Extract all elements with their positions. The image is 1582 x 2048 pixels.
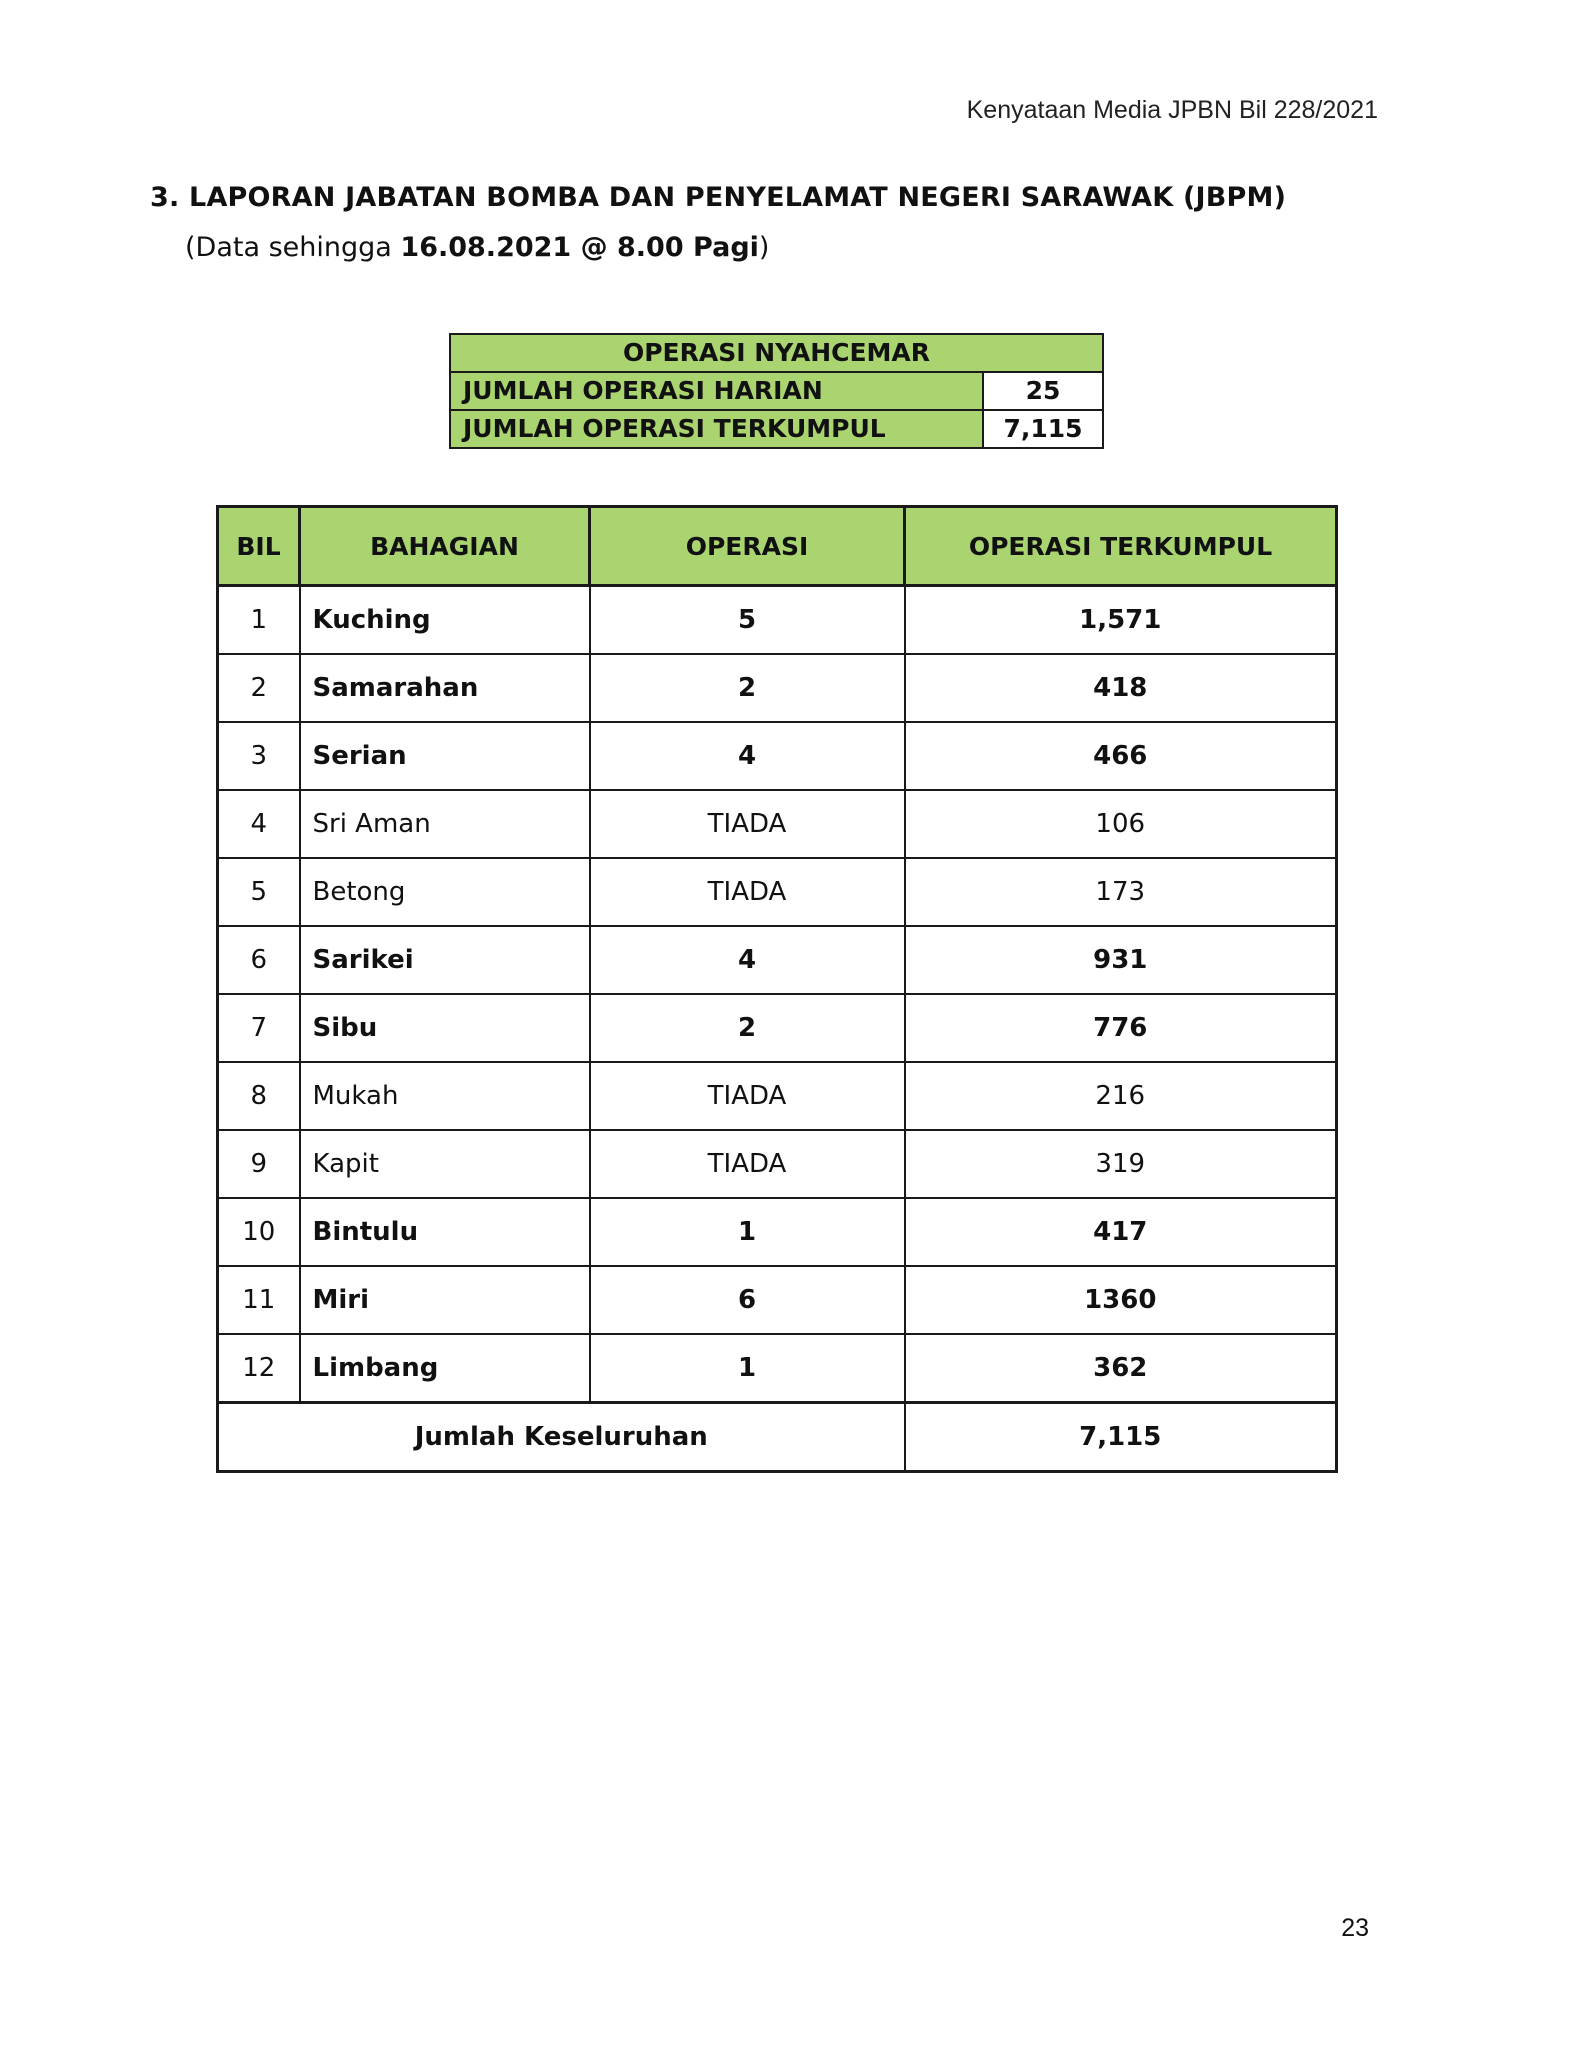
summary-label: JUMLAH OPERASI HARIAN bbox=[450, 372, 983, 410]
cell-bahagian: Limbang bbox=[300, 1334, 590, 1403]
table-row bbox=[218, 722, 1337, 790]
table-row bbox=[218, 858, 1337, 926]
cell-bil: 12 bbox=[218, 1334, 300, 1403]
cell-bahagian: Sibu bbox=[300, 994, 590, 1062]
cell-terkumpul: 1,571 bbox=[905, 586, 1337, 655]
document-reference: Kenyataan Media JPBN Bil 228/2021 bbox=[966, 96, 1378, 124]
cell-terkumpul: 418 bbox=[905, 654, 1337, 722]
cell-operasi: TIADA bbox=[590, 790, 905, 858]
cell-bil: 3 bbox=[218, 722, 300, 790]
summary-value: 7,115 bbox=[983, 410, 1103, 448]
table-row bbox=[218, 1266, 1337, 1334]
cell-bil: 6 bbox=[218, 926, 300, 994]
table-row bbox=[218, 1198, 1337, 1266]
page-number: 23 bbox=[1341, 1914, 1369, 1942]
table-row bbox=[218, 994, 1337, 1062]
total-value: 7,115 bbox=[905, 1403, 1337, 1472]
cell-terkumpul: 417 bbox=[905, 1198, 1337, 1266]
cell-operasi: TIADA bbox=[590, 858, 905, 926]
cell-operasi: TIADA bbox=[590, 1130, 905, 1198]
date-note-suffix: ) bbox=[758, 232, 770, 263]
column-header-operasi: OPERASI bbox=[590, 507, 905, 586]
table-header-row bbox=[218, 507, 1337, 586]
cell-terkumpul: 173 bbox=[905, 858, 1337, 926]
cell-bahagian: Kapit bbox=[300, 1130, 590, 1198]
table-row bbox=[218, 926, 1337, 994]
cell-terkumpul: 931 bbox=[905, 926, 1337, 994]
cell-bil: 1 bbox=[218, 586, 300, 655]
table-row bbox=[218, 586, 1337, 655]
column-header-bahagian: BAHAGIAN bbox=[300, 507, 590, 586]
cell-bil: 8 bbox=[218, 1062, 300, 1130]
data-date-note bbox=[185, 232, 769, 263]
summary-value: 25 bbox=[983, 372, 1103, 410]
summary-title: OPERASI NYAHCEMAR bbox=[450, 334, 1103, 372]
cell-terkumpul: 106 bbox=[905, 790, 1337, 858]
date-note-date: 16.08.2021 @ 8.00 Pagi bbox=[400, 232, 759, 263]
cell-operasi: 2 bbox=[590, 994, 905, 1062]
cell-bil: 5 bbox=[218, 858, 300, 926]
cell-bahagian: Serian bbox=[300, 722, 590, 790]
section-title: 3. LAPORAN JABATAN BOMBA DAN PENYELAMAT NEGERI SARAWAK (JBPM) bbox=[150, 182, 1287, 213]
cell-operasi: 1 bbox=[590, 1334, 905, 1403]
cell-bahagian: Betong bbox=[300, 858, 590, 926]
cell-bahagian: Miri bbox=[300, 1266, 590, 1334]
cell-bahagian: Sri Aman bbox=[300, 790, 590, 858]
summary-row bbox=[450, 410, 1103, 448]
cell-operasi: 6 bbox=[590, 1266, 905, 1334]
summary-row bbox=[450, 372, 1103, 410]
cell-terkumpul: 776 bbox=[905, 994, 1337, 1062]
table-row bbox=[218, 1130, 1337, 1198]
cell-terkumpul: 216 bbox=[905, 1062, 1337, 1130]
column-header-terkumpul: OPERASI TERKUMPUL bbox=[905, 507, 1337, 586]
cell-bil: 2 bbox=[218, 654, 300, 722]
table-body bbox=[218, 586, 1337, 1403]
column-header-bil: BIL bbox=[218, 507, 300, 586]
table-row bbox=[218, 654, 1337, 722]
date-note-prefix: (Data sehingga bbox=[185, 232, 401, 263]
cell-bahagian: Kuching bbox=[300, 586, 590, 655]
division-operations-table bbox=[216, 505, 1338, 1473]
cell-operasi: 2 bbox=[590, 654, 905, 722]
cell-bil: 11 bbox=[218, 1266, 300, 1334]
cell-terkumpul: 1360 bbox=[905, 1266, 1337, 1334]
cell-operasi: 1 bbox=[590, 1198, 905, 1266]
cell-bil: 7 bbox=[218, 994, 300, 1062]
table-row bbox=[218, 1334, 1337, 1403]
cell-bahagian: Bintulu bbox=[300, 1198, 590, 1266]
table-row bbox=[218, 1062, 1337, 1130]
cell-bil: 10 bbox=[218, 1198, 300, 1266]
cell-bahagian: Sarikei bbox=[300, 926, 590, 994]
table-row bbox=[218, 790, 1337, 858]
summary-table bbox=[449, 333, 1104, 449]
total-label: Jumlah Keseluruhan bbox=[218, 1403, 905, 1472]
cell-bil: 9 bbox=[218, 1130, 300, 1198]
cell-operasi: 4 bbox=[590, 926, 905, 994]
cell-bil: 4 bbox=[218, 790, 300, 858]
cell-operasi: 4 bbox=[590, 722, 905, 790]
cell-operasi: TIADA bbox=[590, 1062, 905, 1130]
summary-title-row bbox=[450, 334, 1103, 372]
cell-bahagian: Samarahan bbox=[300, 654, 590, 722]
cell-terkumpul: 319 bbox=[905, 1130, 1337, 1198]
summary-label: JUMLAH OPERASI TERKUMPUL bbox=[450, 410, 983, 448]
cell-terkumpul: 362 bbox=[905, 1334, 1337, 1403]
cell-terkumpul: 466 bbox=[905, 722, 1337, 790]
total-row bbox=[218, 1403, 1337, 1472]
cell-bahagian: Mukah bbox=[300, 1062, 590, 1130]
cell-operasi: 5 bbox=[590, 586, 905, 655]
